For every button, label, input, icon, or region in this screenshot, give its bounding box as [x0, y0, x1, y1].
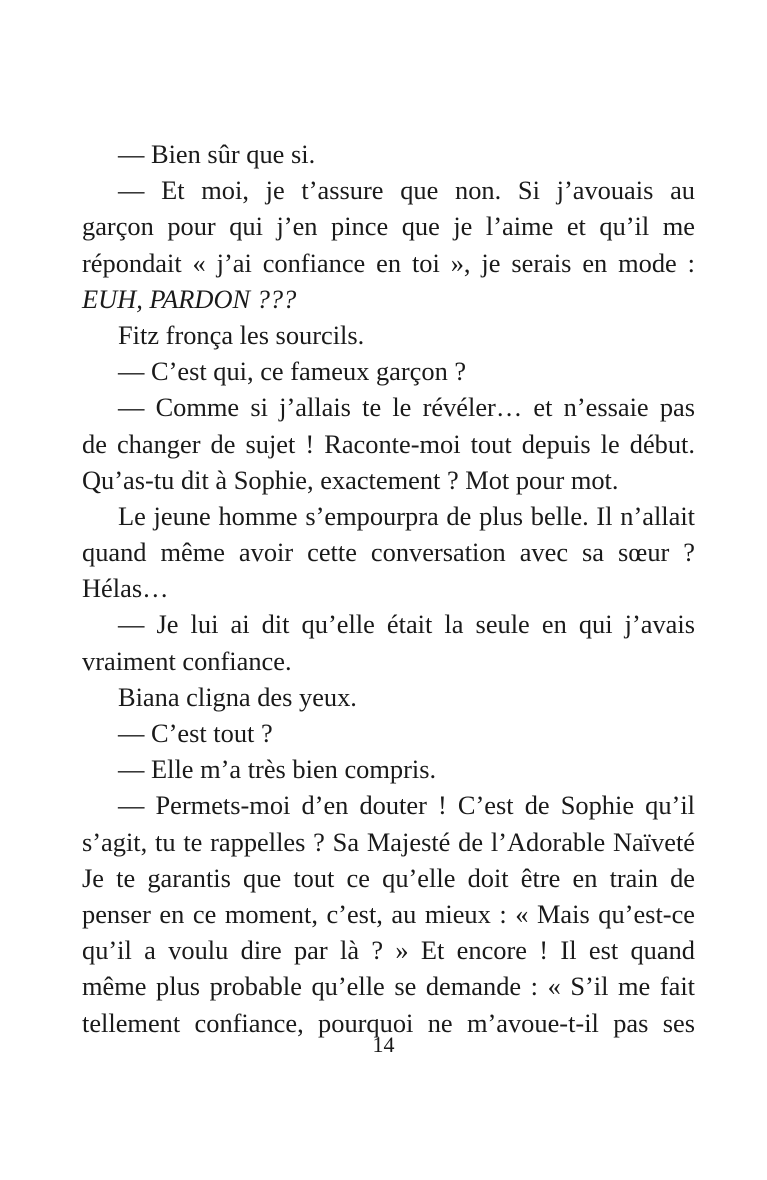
text-line: Biana cligna des yeux.	[118, 681, 357, 712]
text-line: EUH, PARDON ???	[82, 283, 297, 314]
text-line: — Comme si j’allais te le révéler… et n’essaie pas	[118, 392, 695, 423]
text-line: — Elle m’a très bien compris.	[118, 754, 437, 785]
text-line: — Je lui ai dit qu’elle était la seule en qui j’avais	[118, 609, 695, 640]
text-line: même plus probable qu’elle se demande : « S’il me fait	[82, 971, 695, 1002]
text-line: répondait « j’ai confiance en toi », je serais en mode :	[82, 247, 695, 278]
text-line: — C’est tout ?	[118, 718, 273, 748]
text-line: Le jeune homme s’empourpra de plus belle. Il n’allait	[118, 500, 695, 531]
text-line: — Bien sûr que si.	[118, 139, 316, 169]
text-line: vraiment confiance.	[82, 645, 292, 676]
text-line: Je te garantis que tout ce qu’elle doit être en train de	[82, 862, 695, 893]
text-line: penser en ce moment, c’est, au mieux : « Mais qu’est-ce	[82, 898, 695, 929]
text-line: — Et moi, je t’assure que non. Si j’avouais au	[118, 175, 695, 206]
text-line: Qu’as-tu dit à Sophie, exactement ? Mot pour mot.	[82, 464, 619, 495]
text-line: de changer de sujet ! Raconte-moi tout depuis le début.	[82, 428, 695, 459]
text-line: tellement confiance, pourquoi ne m’avoue-t-il pas ses	[82, 1007, 695, 1038]
text-line: — Permets-moi d’en douter ! C’est de Sophie qu’il	[118, 790, 695, 821]
text-line: quand même avoir cette conversation avec sa sœur ?	[82, 537, 695, 568]
body-text	[82, 136, 695, 1041]
text-line: — C’est qui, ce fameux garçon ?	[118, 356, 467, 387]
page-number: 14	[372, 1032, 395, 1057]
text-line: garçon pour qui j’en pince que je l’aime et qu’il me	[82, 211, 695, 242]
text-line: qu’il a voulu dire par là ? » Et encore ! Il est quand	[82, 935, 695, 966]
text-line: Hélas…	[82, 573, 169, 604]
text-line: Fitz fronça les sourcils.	[118, 319, 365, 350]
text-line: s’agit, tu te rappelles ? Sa Majesté de l’Adorable Naïveté	[82, 826, 695, 857]
